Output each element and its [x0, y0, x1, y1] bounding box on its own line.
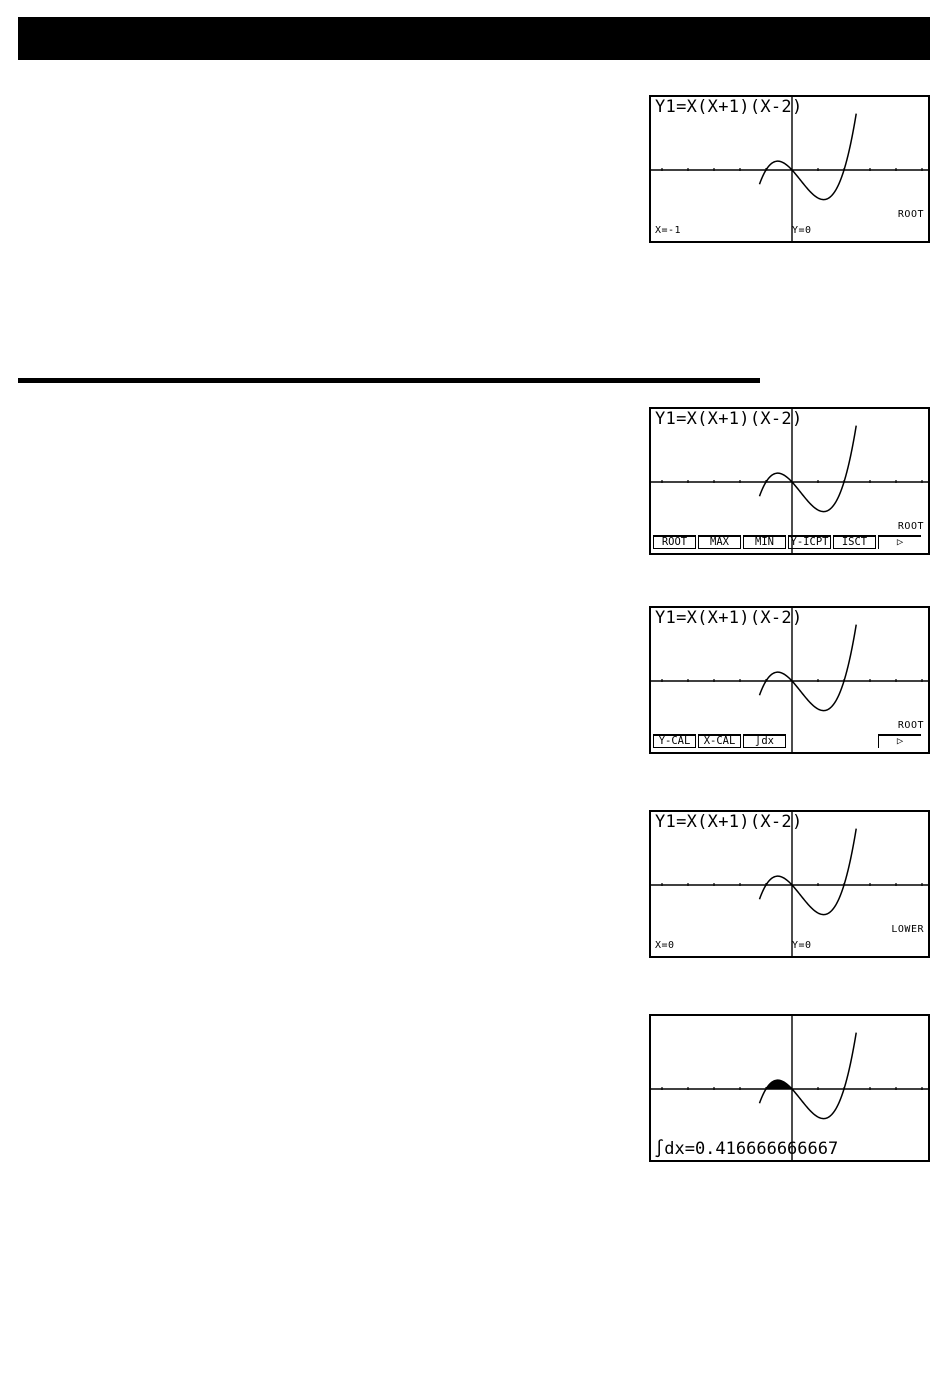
function-graph [651, 409, 928, 553]
f6-next-menu-key[interactable]: ▷ [878, 734, 921, 748]
x-readout: X=-1 [655, 225, 682, 236]
function-graph [651, 97, 928, 241]
f6-next-menu-key[interactable]: ▷ [878, 535, 921, 549]
function-key-menu [653, 734, 926, 749]
function-graph [651, 608, 928, 752]
f4-y-intercept-key[interactable]: Y-ICPT [788, 535, 831, 549]
function-curve [760, 829, 857, 915]
section-divider [18, 378, 760, 383]
mode-status: ROOT [897, 209, 924, 220]
mode-status: ROOT [897, 521, 924, 532]
mode-status: ROOT [897, 720, 924, 731]
f1-root-key[interactable]: ROOT [653, 535, 696, 549]
calculator-screen-gsolve-menu-2 [649, 606, 930, 754]
function-label: Y1=X(X+1)(X-2) [655, 812, 803, 832]
f3-min-key[interactable]: MIN [743, 535, 786, 549]
function-label: Y1=X(X+1)(X-2) [655, 608, 803, 628]
function-curve [760, 426, 857, 512]
f2-max-key[interactable]: MAX [698, 535, 741, 549]
calculator-screen-integral-result [649, 1014, 930, 1162]
f4-empty-key [788, 734, 831, 748]
section-header-bar [18, 17, 930, 60]
function-label: Y1=X(X+1)(X-2) [655, 409, 803, 429]
y-readout: Y=0 [792, 225, 812, 236]
f3-integral-key[interactable]: ∫dx [743, 734, 786, 748]
integral-result: ∫dx=0.416666666667 [654, 1139, 839, 1159]
f5-empty-key [833, 734, 876, 748]
calculator-screen-root-result [649, 95, 930, 243]
function-label: Y1=X(X+1)(X-2) [655, 97, 803, 117]
function-curve [760, 625, 857, 711]
function-key-menu [653, 535, 926, 550]
function-curve [760, 1033, 857, 1119]
calculator-screen-lower-limit [649, 810, 930, 958]
function-graph [651, 812, 928, 956]
f1-y-cal-key[interactable]: Y-CAL [653, 734, 696, 748]
mode-status: LOWER [891, 924, 924, 935]
x-readout: X=0 [655, 940, 675, 951]
function-curve [760, 114, 857, 200]
y-readout: Y=0 [792, 940, 812, 951]
f2-x-cal-key[interactable]: X-CAL [698, 734, 741, 748]
calculator-screen-gsolve-menu [649, 407, 930, 555]
f5-intersect-key[interactable]: ISCT [833, 535, 876, 549]
